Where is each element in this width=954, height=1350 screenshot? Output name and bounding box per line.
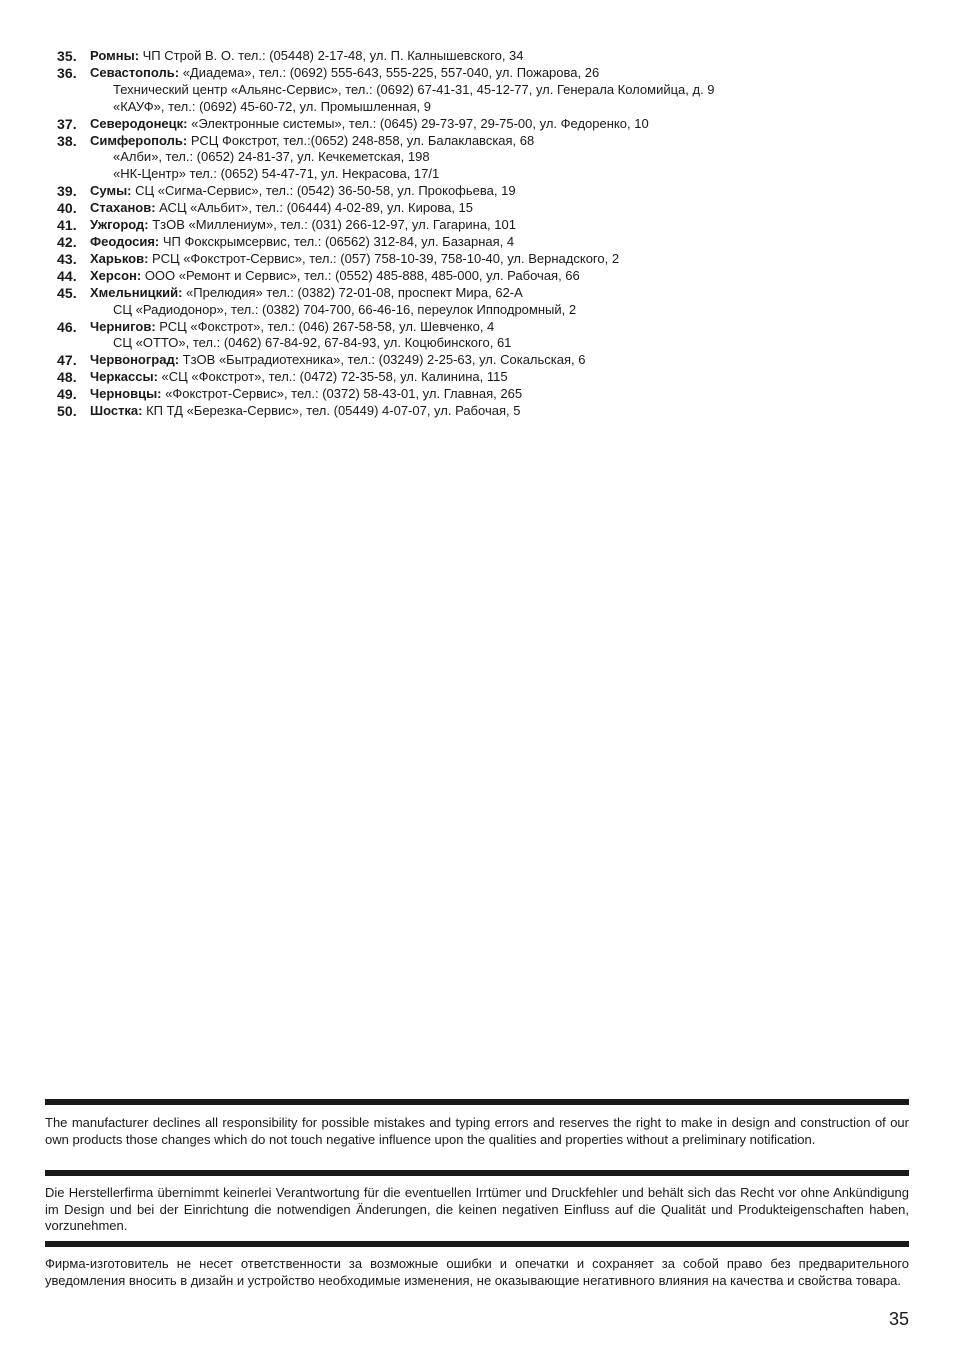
- service-details: «Прелюдия» тел.: (0382) 72-01-08, проспект Мира, 62-А: [182, 284, 523, 300]
- item-lines: [90, 183, 917, 200]
- additional-service-line: «НК-Центр» тел.: (0652) 54-47-71, ул. Некрасова, 17/1: [113, 166, 440, 182]
- list-item: [57, 285, 917, 319]
- city-name: Севастополь:: [90, 64, 180, 80]
- list-item: [57, 403, 917, 420]
- disclaimer-russian: Фирма-изготовитель не несет ответственности за возможные ошибки и опечатки и сохраняет за собой право без предварительного уведомления вносить в дизайн и устройство необходимые изменения, не оказывающие негативного влияния на качества и свойства товара.: [45, 1256, 909, 1288]
- item-lines: [90, 200, 917, 217]
- list-item: [57, 369, 917, 386]
- page-number: 35: [888, 1309, 909, 1329]
- item-line: [90, 65, 917, 82]
- city-name: Червоноград:: [90, 352, 180, 368]
- list-item: [57, 234, 917, 251]
- item-lines: [90, 65, 917, 116]
- item-line: [90, 234, 917, 251]
- service-details: ТзОВ «Миллениум», тел.: (031) 266-12-97, ул. Гагарина, 101: [148, 217, 516, 233]
- city-name: Черновцы:: [90, 386, 162, 402]
- item-lines: [90, 285, 917, 319]
- city-name: Ужгород:: [90, 217, 149, 233]
- list-item: [57, 65, 917, 116]
- item-number: 44.: [57, 267, 77, 284]
- service-details: ООО «Ремонт и Сервис», тел.: (0552) 485-888, 485-000, ул. Рабочая, 66: [141, 267, 580, 283]
- item-number: 35.: [57, 48, 77, 64]
- city-name: Чернигов:: [90, 318, 156, 334]
- service-details: РСЦ «Фокстрот-Сервис», тел.: (057) 758-10-39, 758-10-40, ул. Вернадского, 2: [148, 250, 620, 266]
- divider-rule: [45, 1170, 909, 1176]
- item-number: 49.: [57, 386, 77, 403]
- item-lines: [90, 116, 917, 133]
- disclaimer-german: Die Herstellerfirma übernimmt keinerlei Verantwortung für die eventuellen Irrtümer und Druckfehler und behält sich das Recht vor ohne Ankündigung im Design und bei der Einrichtung die notwendigen Änderungen, die keinen negativen Einfluss auf die Qualität und Produkteigenschaften haben, vorzunehmen.: [45, 1185, 909, 1233]
- item-number: 47.: [57, 352, 77, 369]
- additional-service-line: «Алби», тел.: (0652) 24-81-37, ул. Кечкеметская, 198: [113, 149, 430, 165]
- item-lines: [90, 386, 917, 403]
- item-line: [90, 200, 917, 217]
- item-line: [90, 285, 917, 302]
- service-center-list: [57, 48, 917, 420]
- city-name: Харьков:: [90, 250, 149, 266]
- disclaimer-english: The manufacturer declines all responsibility for possible mistakes and typing errors and reserves the right to make in design and construction of our own products those changes which do not touch negative influence upon the qualities and properties without a preliminary notification.: [45, 1115, 909, 1147]
- list-item: [57, 251, 917, 268]
- item-line: [90, 217, 917, 234]
- service-details: «Фокстрот-Сервис», тел.: (0372) 58-43-01, ул. Главная, 265: [161, 386, 523, 402]
- additional-service-line: Технический центр «Альянс-Сервис», тел.: (0692) 67-41-31, 45-12-77, ул. Генерала Коломийца, д. 9: [113, 81, 715, 97]
- item-lines: [90, 352, 917, 369]
- city-name: Шостка:: [90, 403, 143, 419]
- item-lines: [90, 403, 917, 420]
- list-item: [57, 268, 917, 285]
- item-number: 41.: [57, 217, 77, 234]
- service-details: ТзОВ «Бытрадиотехника», тел.: (03249) 2-25-63, ул. Сокальская, 6: [179, 352, 586, 368]
- item-number: 43.: [57, 250, 77, 267]
- city-name: Северодонецк:: [90, 115, 188, 131]
- city-name: Сумы:: [90, 183, 132, 199]
- service-details: «Электронные системы», тел.: (0645) 29-73-97, 29-75-00, ул. Федоренко, 10: [187, 115, 649, 131]
- city-name: Хмельницкий:: [90, 284, 183, 300]
- item-lines: [90, 133, 917, 184]
- item-number: 42.: [57, 233, 77, 250]
- item-line: [90, 133, 917, 150]
- item-number: 50.: [57, 403, 77, 420]
- city-name: Херсон:: [90, 267, 142, 283]
- service-details: КП ТД «Березка-Сервис», тел. (05449) 4-07-07, ул. Рабочая, 5: [142, 403, 521, 419]
- list-item: [57, 386, 917, 403]
- item-line: [90, 386, 917, 403]
- divider-rule: [45, 1241, 909, 1247]
- item-line: [90, 116, 917, 133]
- city-name: Черкассы:: [90, 369, 158, 385]
- list-item: [57, 116, 917, 133]
- item-lines: [90, 268, 917, 285]
- service-details: ЧП Строй В. О. тел.: (05448) 2-17-48, ул. П. Калнышевского, 34: [139, 48, 524, 63]
- additional-service-line: СЦ «ОТТО», тел.: (0462) 67-84-92, 67-84-93, ул. Коцюбинского, 61: [113, 335, 512, 351]
- item-lines: [90, 48, 917, 65]
- item-lines: [90, 319, 917, 353]
- additional-service-line: «КАУФ», тел.: (0692) 45-60-72, ул. Промышленная, 9: [113, 98, 431, 114]
- service-details: АСЦ «Альбит», тел.: (06444) 4-02-89, ул. Кирова, 15: [155, 200, 474, 216]
- item-lines: [90, 217, 917, 234]
- additional-service-line: СЦ «Радиодонор», тел.: (0382) 704-700, 66-46-16, переулок Ипподромный, 2: [113, 301, 577, 317]
- city-name: Феодосия:: [90, 233, 160, 249]
- service-details: «Диадема», тел.: (0692) 555-643, 555-225, 557-040, ул. Пожарова, 26: [179, 64, 600, 80]
- item-lines: [90, 234, 917, 251]
- list-item: [57, 183, 917, 200]
- item-number: 37.: [57, 115, 77, 132]
- service-details: ЧП Фокскрымсервис, тел.: (06562) 312-84, ул. Базарная, 4: [159, 233, 515, 249]
- item-number: 45.: [57, 284, 77, 301]
- item-lines: [90, 369, 917, 386]
- list-item: [57, 319, 917, 353]
- service-details: СЦ «Сигма-Сервис», тел.: (0542) 36-50-58, ул. Прокофьева, 19: [131, 183, 516, 199]
- list-item: [57, 133, 917, 184]
- service-details: «СЦ «Фокстрот», тел.: (0472) 72-35-58, ул. Калинина, 115: [157, 369, 508, 385]
- item-line: [90, 251, 917, 268]
- list-item: [57, 217, 917, 234]
- list-item: [57, 200, 917, 217]
- item-number: 38.: [57, 132, 77, 149]
- item-number: 36.: [57, 64, 77, 81]
- service-details: РСЦ «Фокстрот», тел.: (046) 267-58-58, ул. Шевченко, 4: [155, 318, 495, 334]
- item-line: [90, 369, 917, 386]
- item-line: [90, 403, 917, 420]
- item-line: [90, 319, 917, 336]
- item-line: [90, 268, 917, 285]
- city-name: Стаханов:: [90, 200, 156, 216]
- list-item: [57, 48, 917, 65]
- divider-rule: [45, 1099, 909, 1105]
- list-item: [57, 352, 917, 369]
- item-line: [90, 183, 917, 200]
- item-line: [90, 48, 917, 65]
- item-number: 40.: [57, 200, 77, 217]
- item-lines: [90, 251, 917, 268]
- service-details: РСЦ Фокстрот, тел.:(0652) 248-858, ул. Балаклавская, 68: [187, 132, 535, 148]
- item-number: 46.: [57, 318, 77, 335]
- item-line: [90, 352, 917, 369]
- item-number: 48.: [57, 369, 77, 386]
- city-name: Симферополь:: [90, 132, 188, 148]
- city-name: Ромны:: [90, 48, 140, 63]
- item-number: 39.: [57, 183, 77, 200]
